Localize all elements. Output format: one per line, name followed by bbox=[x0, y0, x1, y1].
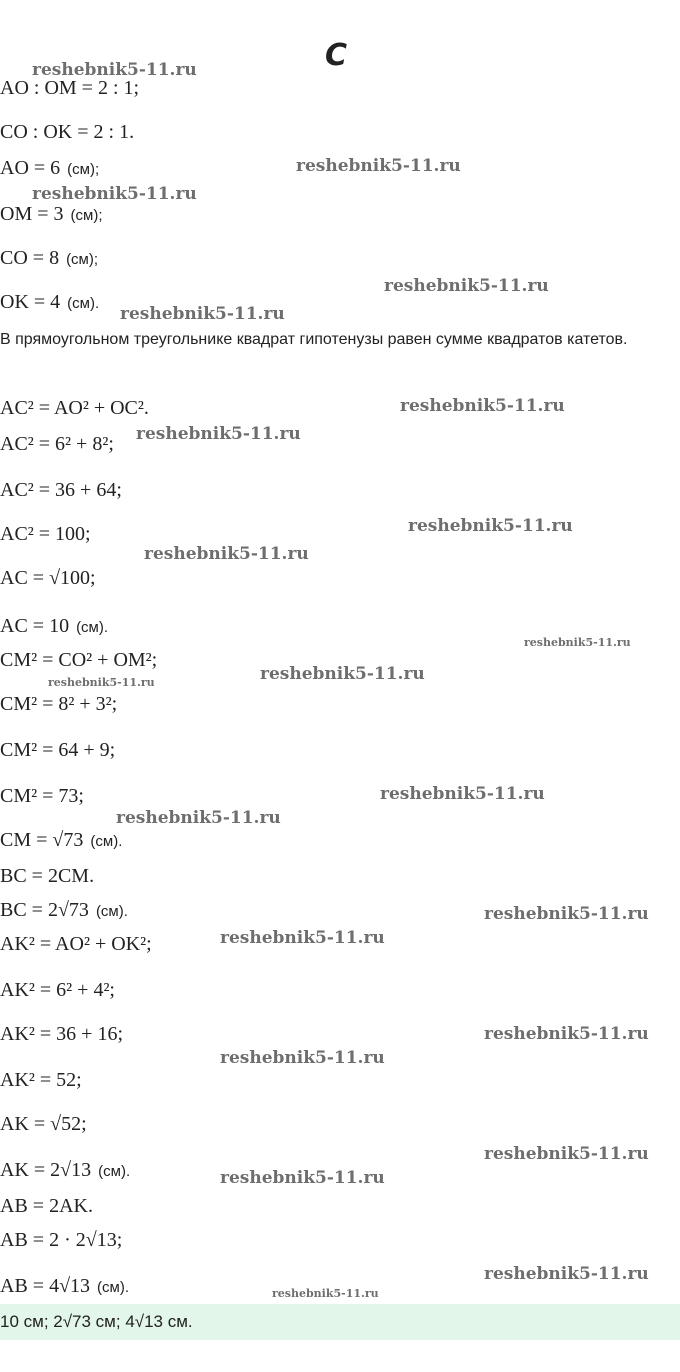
watermark: reshebnik5-11.ru bbox=[32, 184, 197, 204]
equation-expr: AC = √100; bbox=[0, 567, 96, 589]
watermark: reshebnik5-11.ru bbox=[408, 516, 573, 536]
equation-expr: AC² = 100; bbox=[0, 523, 91, 545]
equation-line bbox=[0, 432, 116, 458]
watermark: reshebnik5-11.ru bbox=[380, 784, 545, 804]
equation-line bbox=[0, 290, 99, 316]
equation-line bbox=[0, 1112, 89, 1138]
equation-expr: AK = 2√13 bbox=[0, 1159, 92, 1181]
equation-unit: (см). bbox=[90, 833, 123, 850]
equation-line bbox=[0, 898, 128, 924]
watermark: reshebnik5-11.ru bbox=[220, 1168, 385, 1188]
equation-line bbox=[0, 120, 136, 146]
equation-expr: AC² = AO² + OC². bbox=[0, 397, 149, 419]
answer-box bbox=[0, 1304, 680, 1340]
equation-line bbox=[0, 396, 151, 422]
watermark: reshebnik5-11.ru bbox=[524, 636, 631, 649]
watermark: reshebnik5-11.ru bbox=[120, 304, 285, 324]
equation-expr: AC² = 6² + 8²; bbox=[0, 433, 114, 455]
answer-text: 10 см; 2√73 см; 4√13 см. bbox=[0, 1312, 193, 1331]
equation-line bbox=[0, 1022, 125, 1048]
watermark: reshebnik5-11.ru bbox=[400, 396, 565, 416]
equation-line bbox=[0, 648, 159, 674]
site-logo-letter: С bbox=[325, 38, 348, 73]
equation-unit: (см); bbox=[66, 251, 99, 268]
equation-expr: AC = 10 bbox=[0, 615, 70, 637]
equation-expr: AK² = 36 + 16; bbox=[0, 1023, 123, 1045]
equation-expr: AO : OM = 2 : 1; bbox=[0, 77, 140, 99]
equation-unit: (см); bbox=[70, 207, 103, 224]
watermark: reshebnik5-11.ru bbox=[484, 1024, 649, 1044]
equation-expr: AC² = 36 + 64; bbox=[0, 479, 122, 501]
equation-expr: OK = 4 bbox=[0, 291, 61, 313]
watermark: reshebnik5-11.ru bbox=[296, 156, 461, 176]
equation-line bbox=[0, 614, 108, 640]
equation-expr: CM² = 8² + 3²; bbox=[0, 693, 118, 715]
watermark: reshebnik5-11.ru bbox=[136, 424, 301, 444]
equation-expr: AB = 2AK. bbox=[0, 1195, 93, 1217]
equation-line bbox=[0, 692, 119, 718]
equation-unit: (см); bbox=[67, 161, 100, 178]
equation-line bbox=[0, 156, 99, 182]
equation-expr: CM² = CO² + OM²; bbox=[0, 649, 158, 671]
equation-expr: CM² = 73; bbox=[0, 785, 84, 807]
equation-unit: (см). bbox=[98, 1163, 131, 1180]
equation-line bbox=[0, 864, 96, 890]
equation-expr: AK = √52; bbox=[0, 1113, 87, 1135]
watermark: reshebnik5-11.ru bbox=[260, 664, 425, 684]
equation-unit: (см). bbox=[95, 903, 128, 920]
equation-line bbox=[0, 1228, 124, 1254]
equation-unit: (см). bbox=[97, 1279, 130, 1296]
equation-expr: AK² = 52; bbox=[0, 1069, 82, 1091]
equation-line bbox=[0, 978, 117, 1004]
equation-expr: BC = 2CM. bbox=[0, 865, 95, 887]
watermark: reshebnik5-11.ru bbox=[484, 904, 649, 924]
equation-expr: OM = 3 bbox=[0, 203, 64, 225]
watermark: reshebnik5-11.ru bbox=[220, 1048, 385, 1068]
equation-expr: AB = 2 · 2√13; bbox=[0, 1229, 123, 1251]
watermark: reshebnik5-11.ru bbox=[48, 676, 155, 689]
watermark: reshebnik5-11.ru bbox=[32, 60, 197, 80]
watermark: reshebnik5-11.ru bbox=[484, 1264, 649, 1284]
watermark: reshebnik5-11.ru bbox=[116, 808, 281, 828]
equation-line bbox=[0, 202, 103, 228]
equation-expr: AO = 6 bbox=[0, 157, 61, 179]
equation-expr: AB = 4√13 bbox=[0, 1275, 91, 1297]
equation-line bbox=[0, 1274, 129, 1300]
equation-expr: BC = 2√73 bbox=[0, 899, 89, 921]
equation-unit: (см). bbox=[67, 295, 100, 312]
theorem-text: В прямоугольном треугольнике квадрат гипотенузы равен сумме квадратов катетов. bbox=[0, 331, 628, 348]
watermark: reshebnik5-11.ru bbox=[484, 1144, 649, 1164]
equation-line bbox=[0, 522, 93, 548]
equation-line bbox=[0, 738, 117, 764]
equation-line bbox=[0, 1194, 95, 1220]
equation-expr: CM² = 64 + 9; bbox=[0, 739, 116, 761]
equation-line bbox=[0, 566, 98, 592]
equation-expr: CO : OK = 2 : 1. bbox=[0, 121, 135, 143]
watermark: reshebnik5-11.ru bbox=[384, 276, 549, 296]
equation-line bbox=[0, 1158, 130, 1184]
equation-unit: (см). bbox=[76, 619, 109, 636]
equation-line bbox=[0, 246, 98, 272]
watermark: reshebnik5-11.ru bbox=[272, 1287, 379, 1300]
equation-expr: AK² = 6² + 4²; bbox=[0, 979, 115, 1001]
equation-line bbox=[0, 932, 154, 958]
equation-line bbox=[0, 828, 122, 854]
equation-line bbox=[0, 784, 86, 810]
equation-line bbox=[0, 478, 124, 504]
equation-expr: AK² = AO² + OK²; bbox=[0, 933, 152, 955]
watermark: reshebnik5-11.ru bbox=[144, 544, 309, 564]
equation-line bbox=[0, 1068, 84, 1094]
watermark: reshebnik5-11.ru bbox=[220, 928, 385, 948]
equation-expr: CO = 8 bbox=[0, 247, 60, 269]
equation-expr: CM = √73 bbox=[0, 829, 84, 851]
